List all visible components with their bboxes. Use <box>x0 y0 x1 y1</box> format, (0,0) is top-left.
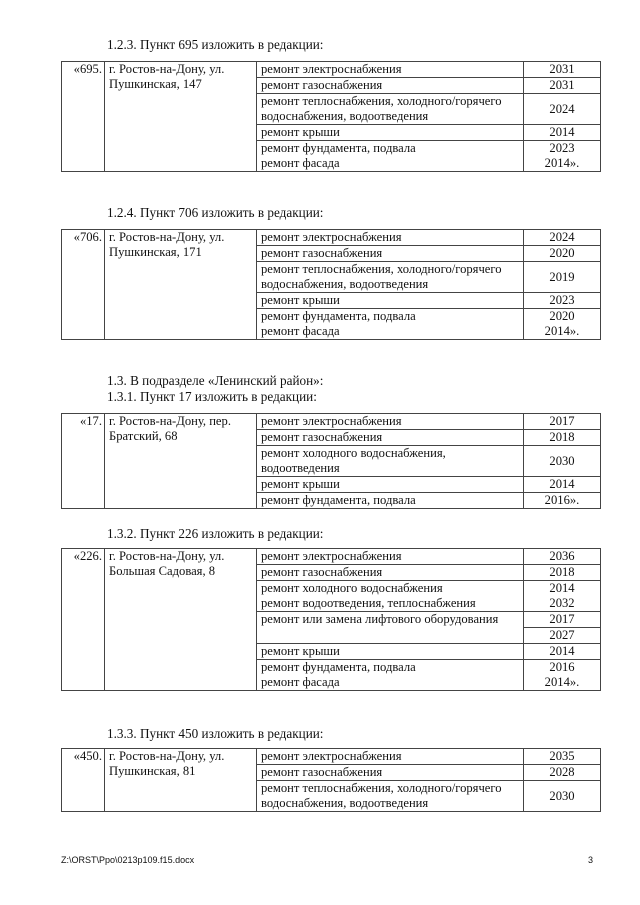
work-type: ремонт фундамента, подвала <box>261 309 416 323</box>
work-type-cell <box>257 660 524 691</box>
year: 2028 <box>524 765 601 781</box>
work-type: ремонт газоснабжения <box>257 765 524 781</box>
year: 2014». <box>544 324 580 338</box>
section-heading-706: 1.2.4. Пункт 706 изложить в редакции: <box>107 205 324 220</box>
address: г. Ростов-на-Дону, ул. Большая Садовая, 8 <box>105 549 257 691</box>
year: 2014 <box>549 581 575 595</box>
table-17 <box>61 413 601 509</box>
work-type: ремонт теплоснабжения, холодного/горячего водоснабжения, водоотведения <box>257 781 524 812</box>
year: 2014 <box>524 644 601 660</box>
year-cell <box>524 581 601 612</box>
work-type: ремонт фасада <box>261 156 340 170</box>
year: 2031 <box>524 78 601 94</box>
work-type: ремонт холодного водоснабжения, водоотведения <box>257 446 524 477</box>
work-type: ремонт фундамента, подвала <box>257 493 524 509</box>
section-heading-226: 1.3.2. Пункт 226 изложить в редакции: <box>107 526 324 541</box>
item-number: «450. <box>62 749 105 812</box>
table-706 <box>61 229 601 340</box>
year: 2027 <box>524 628 601 644</box>
work-type: ремонт крыши <box>257 644 524 660</box>
section-heading-450: 1.3.3. Пункт 450 изложить в редакции: <box>107 726 324 741</box>
year: 2018 <box>524 565 601 581</box>
year: 2030 <box>524 781 601 812</box>
year: 2032 <box>549 596 575 610</box>
footer-file-path: Z:\ORST\Ppo\0213p109.f15.docx <box>61 855 195 865</box>
year: 2020 <box>549 309 575 323</box>
year: 2024 <box>524 230 601 246</box>
section-heading-17: 1.3.1. Пункт 17 изложить в редакции: <box>107 389 317 404</box>
work-type: ремонт теплоснабжения, холодного/горячего водоснабжения, водоотведения <box>257 262 524 293</box>
year: 2018 <box>524 430 601 446</box>
item-number: «695. <box>62 62 105 172</box>
year: 2024 <box>524 94 601 125</box>
year: 2014». <box>544 675 580 689</box>
address: г. Ростов-на-Дону, ул. Пушкинская, 81 <box>105 749 257 812</box>
work-type: ремонт холодного водоснабжения <box>261 581 443 595</box>
work-type: ремонт крыши <box>257 477 524 493</box>
work-type: ремонт или замена лифтового оборудования <box>257 612 524 644</box>
year: 2023 <box>524 293 601 309</box>
year-cell <box>524 141 601 172</box>
year: 2019 <box>524 262 601 293</box>
subsection-heading-leninsky: 1.3. В подразделе «Ленинский район»: <box>107 373 324 388</box>
work-type: ремонт электроснабжения <box>257 414 524 430</box>
year-cell <box>524 309 601 340</box>
year: 2036 <box>524 549 601 565</box>
year: 2017 <box>524 414 601 430</box>
year: 2017 <box>524 612 601 628</box>
work-type: ремонт электроснабжения <box>257 230 524 246</box>
work-type: ремонт электроснабжения <box>257 749 524 765</box>
year: 2016 <box>549 660 575 674</box>
work-type: ремонт газоснабжения <box>257 246 524 262</box>
year: 2014». <box>544 156 580 170</box>
item-number: «706. <box>62 230 105 340</box>
year-cell <box>524 660 601 691</box>
work-type: ремонт крыши <box>257 293 524 309</box>
section-heading-695: 1.2.3. Пункт 695 изложить в редакции: <box>107 37 324 52</box>
year: 2035 <box>524 749 601 765</box>
address: г. Ростов-на-Дону, ул. Пушкинская, 147 <box>105 62 257 172</box>
work-type: ремонт газоснабжения <box>257 430 524 446</box>
work-type: ремонт электроснабжения <box>257 62 524 78</box>
work-type: ремонт фасада <box>261 675 340 689</box>
work-type: ремонт теплоснабжения, холодного/горячего водоснабжения, водоотведения <box>257 94 524 125</box>
year: 2014 <box>524 125 601 141</box>
page-number: 3 <box>588 855 594 865</box>
work-type: ремонт газоснабжения <box>257 565 524 581</box>
year: 2020 <box>524 246 601 262</box>
year: 2031 <box>524 62 601 78</box>
year: 2030 <box>524 446 601 477</box>
item-number: «226. <box>62 549 105 691</box>
year: 2016». <box>524 493 601 509</box>
work-type: ремонт крыши <box>257 125 524 141</box>
work-type-cell <box>257 141 524 172</box>
table-450 <box>61 748 601 812</box>
work-type: ремонт водоотведения, теплоснабжения <box>261 596 476 610</box>
work-type-cell <box>257 581 524 612</box>
work-type: ремонт фундамента, подвала <box>261 660 416 674</box>
year: 2014 <box>524 477 601 493</box>
work-type: ремонт фасада <box>261 324 340 338</box>
address: г. Ростов-на-Дону, пер. Братский, 68 <box>105 414 257 509</box>
work-type: ремонт электроснабжения <box>257 549 524 565</box>
table-226 <box>61 548 601 691</box>
table-695 <box>61 61 601 172</box>
year: 2023 <box>549 141 575 155</box>
work-type: ремонт фундамента, подвала <box>261 141 416 155</box>
item-number: «17. <box>62 414 105 509</box>
work-type-cell <box>257 309 524 340</box>
address: г. Ростов-на-Дону, ул. Пушкинская, 171 <box>105 230 257 340</box>
work-type: ремонт газоснабжения <box>257 78 524 94</box>
